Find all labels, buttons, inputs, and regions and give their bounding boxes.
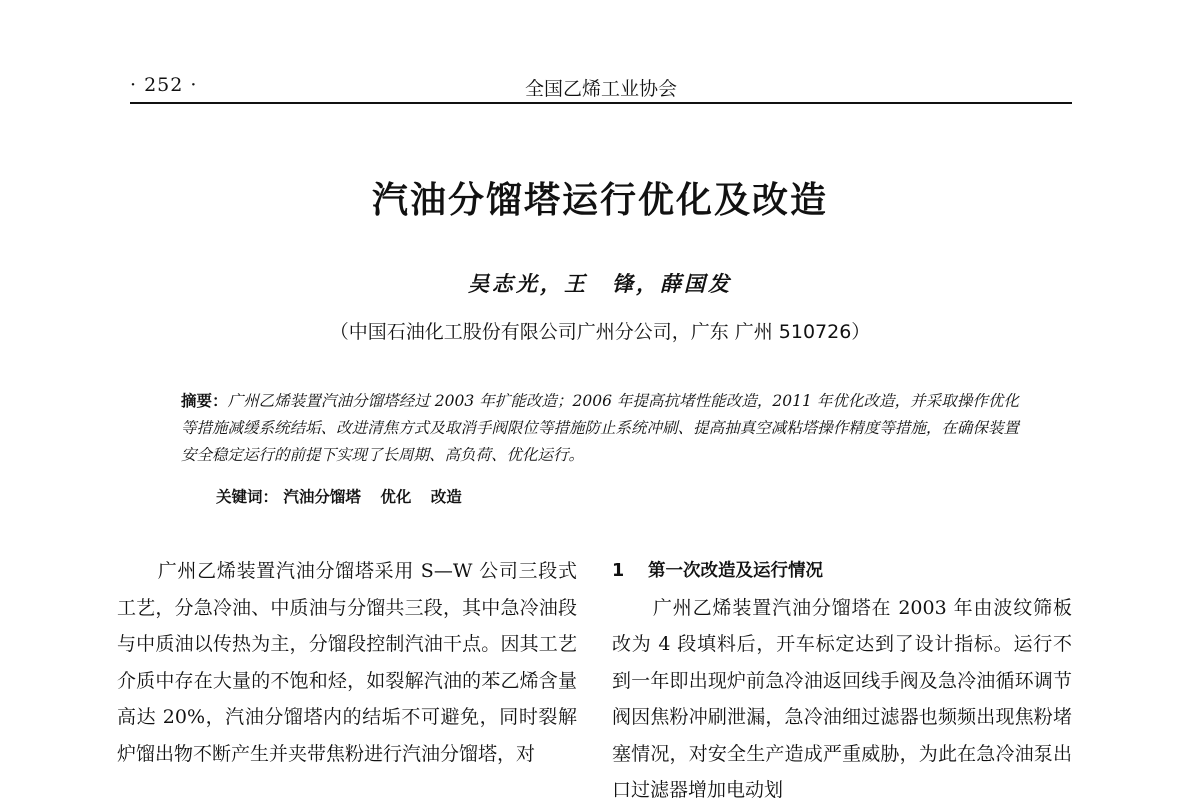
abstract-label: 摘要： <box>181 392 228 410</box>
body-column-right <box>612 553 1072 809</box>
section-number: 1 <box>612 561 625 581</box>
keyword: 汽油分馏塔 <box>283 488 361 506</box>
keywords-label: 关键词： <box>216 488 279 506</box>
body-column-left <box>117 553 577 772</box>
keyword: 改造 <box>430 488 462 506</box>
section-title: 第一次改造及运行情况 <box>648 561 823 581</box>
abstract <box>181 388 1019 469</box>
authors: 吴志光，王 锋，薛国发 <box>468 271 732 296</box>
keyword: 优化 <box>380 488 412 506</box>
body-paragraph <box>612 590 1072 809</box>
page-header <box>130 72 1072 102</box>
abstract-text: 广州乙烯装置汽油分馏塔经过 2003 年扩能改造；2006 年提高抗堵性能改造，2011 年优化改造，并采取操作优化等措施减缓系统结垢、改进清焦方式及取消手阀限位等措施防止系统冲刷、提高抽真空减粘塔操作精度等措施，在确保装置安全稳定运行的前提下实现了长周期、高负荷、优化运行。 <box>181 392 1019 464</box>
body-paragraph: 广州乙烯装置汽油分馏塔采用 S—W 公司三段式工艺，分急冷油、中质油与分馏共三段，其中急冷油段与中质油以传热为主，分馏段控制汽油干点。因其工艺介质中存在大量的不饱和烃，如裂解汽油的苯乙烯含量高达 20%，汽油分馏塔内的结垢不可避免，同时裂解炉馏出物不断产生并夹带焦粉进行汽油分馏塔，对 <box>117 560 577 765</box>
header-rule <box>130 102 1072 104</box>
keywords <box>216 485 476 507</box>
page-number: · 252 · <box>130 74 198 96</box>
journal-name: 全国乙烯工业协会 <box>524 78 677 100</box>
body-paragraph-text: 广州乙烯装置汽油分馏塔在 2003 年由波纹筛板改为 4 段填料后，开车标定达到了设计指标。运行不到一年即出现炉前急冷油返回线手阀及急冷油循环调节阀因焦粉冲刷泄漏，急冷油细过滤器也频频出现焦粉堵塞情况，对安全生产造成严重威胁，为此在急冷油泵出口过滤器增加电动划 <box>612 596 1072 801</box>
affiliation: （中国石油化工股份有限公司广州分公司，广东 广州 510726） <box>329 321 871 343</box>
paper-title: 汽油分馏塔运行优化及改造 <box>371 180 828 221</box>
section-heading <box>612 553 1072 590</box>
